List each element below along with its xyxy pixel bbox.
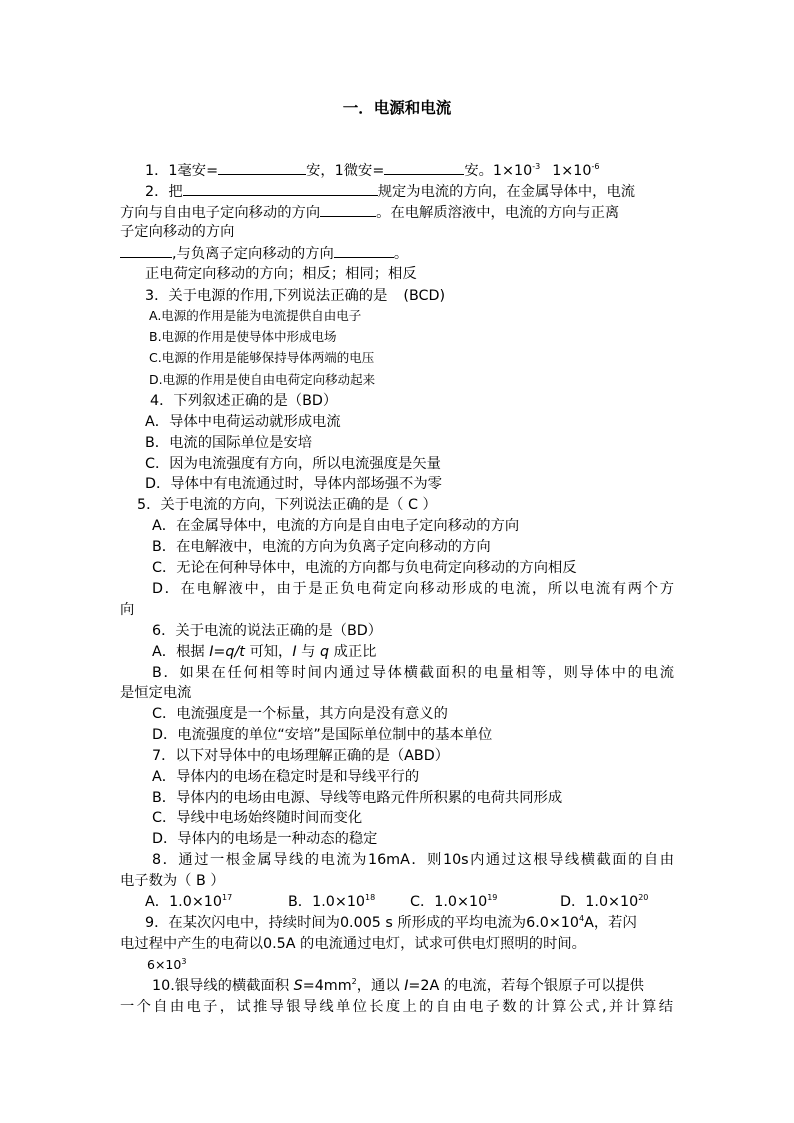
q3-option-b: B.电源的作用是使导体中形成电场 xyxy=(149,329,337,344)
q7-option-d: D．导体内的电场是一种动态的稳定 xyxy=(152,831,378,847)
q10-var-s: S xyxy=(293,978,303,994)
question-2-line-3: 子定向移动的方向 xyxy=(120,224,235,240)
q4-option-a: A．导体中电荷运动就形成电流 xyxy=(145,414,341,430)
q6-option-b-cont: 是恒定电流 xyxy=(120,685,192,701)
q2-text: ,与负离子定向移动的方向 xyxy=(172,246,334,262)
q8-option-d xyxy=(560,892,648,912)
q5-option-d-cont: 向 xyxy=(120,602,135,618)
q1-exp-1: -3 xyxy=(532,162,541,172)
question-6-stem: 6．关于电流的说法正确的是（BD） xyxy=(152,623,383,639)
q1-exp-2: -6 xyxy=(591,162,600,172)
q5-option-b: B．在电解液中，电流的方向为负离子定向移动的方向 xyxy=(152,539,491,555)
q6-option-b: B．如果在任何相等时间内通过导体横截面积的电量相等，则导体中的电流 xyxy=(152,665,674,681)
q4-option-c: C．因为电流强度有方向，所以电流强度是矢量 xyxy=(145,456,441,472)
q10-text: =4mm xyxy=(302,978,352,994)
question-8-line-1: 8．通过一根金属导线的电流为16mA．则10s内通过这根导线横截面的自由 xyxy=(152,852,674,868)
q1-mid: 安，1微安= xyxy=(306,163,385,179)
q9-answer-exp: 3 xyxy=(181,956,187,966)
q9-text: 9．在某次闪电中，持续时间为0.005 s 所形成的平均电流为6.0×10 xyxy=(145,915,580,931)
q6-a-var-i: I xyxy=(292,644,297,660)
q1-blank-1 xyxy=(218,160,306,175)
q8-c-exp: 19 xyxy=(487,893,498,903)
q8-b-exp: 18 xyxy=(365,893,376,903)
question-10-line-1 xyxy=(152,976,644,996)
q6-a-text: 与 xyxy=(296,644,320,660)
q7-option-c: C．导线中电场始终随时间而变化 xyxy=(152,810,363,826)
q1-end: 安。1×10 xyxy=(464,163,533,179)
q3-option-a: A.电源的作用是能为电流提供自由电子 xyxy=(149,308,362,323)
q7-option-b: B．导体内的电场由电源、导线等电路元件所积累的电荷共同形成 xyxy=(152,790,563,806)
question-5-stem: 5．关于电流的方向，下列说法正确的是（ C ） xyxy=(137,497,437,513)
q2-blank-1 xyxy=(183,181,378,196)
question-1 xyxy=(145,160,599,181)
question-9-answer xyxy=(147,955,186,975)
q2-text: 2．把 xyxy=(145,184,183,200)
q4-option-d: D．导体中有电流通过时，导体内部场强不为零 xyxy=(145,476,442,492)
q8-option-a xyxy=(145,892,232,912)
q6-a-text: A．根据 xyxy=(152,644,210,660)
question-3-stem xyxy=(145,286,445,306)
q2-text: 方向与自由电子定向移动的方向 xyxy=(120,205,321,221)
q1-prefix: 1．1毫安= xyxy=(145,163,219,179)
q8-option-b xyxy=(288,892,375,912)
q3-stem-text: 3．关于电源的作用,下列说法正确的是 xyxy=(145,288,388,304)
q2-blank-2 xyxy=(320,202,376,217)
q6-option-d: D．电流强度的单位“安培”是国际单位制中的基本单位 xyxy=(152,727,493,743)
q3-answer: (BCD) xyxy=(403,288,446,304)
q9-exp: 4 xyxy=(579,914,585,924)
q2-text: 。在电解质溶液中，电流的方向与正离 xyxy=(376,205,620,221)
q9-text: A，若闪 xyxy=(584,915,637,931)
q10-exp: 2 xyxy=(351,977,357,987)
q5-option-a: A．在金属导体中，电流的方向是自由电子定向移动的方向 xyxy=(152,518,520,534)
question-4-stem: 4．下列叙述正确的是（BD） xyxy=(150,393,338,409)
q8-b-text: B．1.0×10 xyxy=(288,894,366,910)
question-9-line-2: 电过程中产生的电荷以0.5A 的电流通过电灯，试求可供电灯照明的时间。 xyxy=(120,936,586,952)
page-title: 一．电源和电流 xyxy=(342,99,452,117)
q3-option-d: D.电源的作用是使自由电荷定向移动起来 xyxy=(149,372,376,387)
q1-blank-2 xyxy=(384,160,464,175)
question-10-line-2: 一个自由电子，试推导银导线单位长度上的自由电子数的计算公式,并计算结 xyxy=(120,999,673,1015)
question-2-line-2 xyxy=(120,202,619,223)
q6-a-var-q: q xyxy=(319,644,330,660)
q2-blank-3 xyxy=(120,243,172,258)
q6-a-text: 成正比 xyxy=(329,644,377,660)
q6-option-c: C．电流强度是一个标量，其方向是没有意义的 xyxy=(152,706,448,722)
q6-a-text: 可知， xyxy=(244,644,293,660)
q6-a-formula: I=q/t xyxy=(209,644,245,660)
q3-option-c: C.电源的作用是能够保持导体两端的电压 xyxy=(149,350,375,365)
q10-text: ，通以 xyxy=(356,978,405,994)
q10-text: 10.银导线的横截面积 xyxy=(152,978,294,994)
q8-a-exp: 17 xyxy=(222,893,233,903)
q2-text: 规定为电流的方向，在金属导体中，电流 xyxy=(377,184,636,200)
question-8-line-2: 电子数为（ B ） xyxy=(120,873,225,889)
question-2-line-1 xyxy=(145,181,635,202)
q5-option-c: C．无论在何种导体中，电流的方向都与负电荷定向移动的方向相反 xyxy=(152,560,577,576)
question-9-line-1 xyxy=(145,913,637,933)
question-2-answer: 正电荷定向移动的方向；相反；相同；相反 xyxy=(145,266,417,282)
question-2-line-4 xyxy=(120,243,408,264)
q6-option-a xyxy=(152,642,376,662)
q2-blank-4 xyxy=(334,243,394,258)
q4-option-b: B．电流的国际单位是安培 xyxy=(145,435,313,451)
q8-a-text: A．1.0×10 xyxy=(145,894,222,910)
q10-var-i: I xyxy=(404,978,409,994)
q7-option-a: A．导体内的电场在稳定时是和导线平行的 xyxy=(152,769,420,785)
q8-d-exp: 20 xyxy=(638,893,649,903)
q8-option-c xyxy=(410,892,497,912)
q2-text: 。 xyxy=(393,246,409,262)
q8-c-text: C．1.0×10 xyxy=(410,894,488,910)
question-7-stem: 7．以下对导体中的电场理解正确的是（ABD） xyxy=(152,748,450,764)
q8-d-text: D．1.0×10 xyxy=(560,894,639,910)
q9-answer-text: 6×10 xyxy=(147,957,182,972)
q1-answer-2: 1×10 xyxy=(552,163,592,179)
q5-option-d: D．在电解液中，由于是正负电荷定向移动形成的电流，所以电流有两个方 xyxy=(152,581,674,597)
q10-text: =2A 的电流，若每个银原子可以提供 xyxy=(408,978,644,994)
